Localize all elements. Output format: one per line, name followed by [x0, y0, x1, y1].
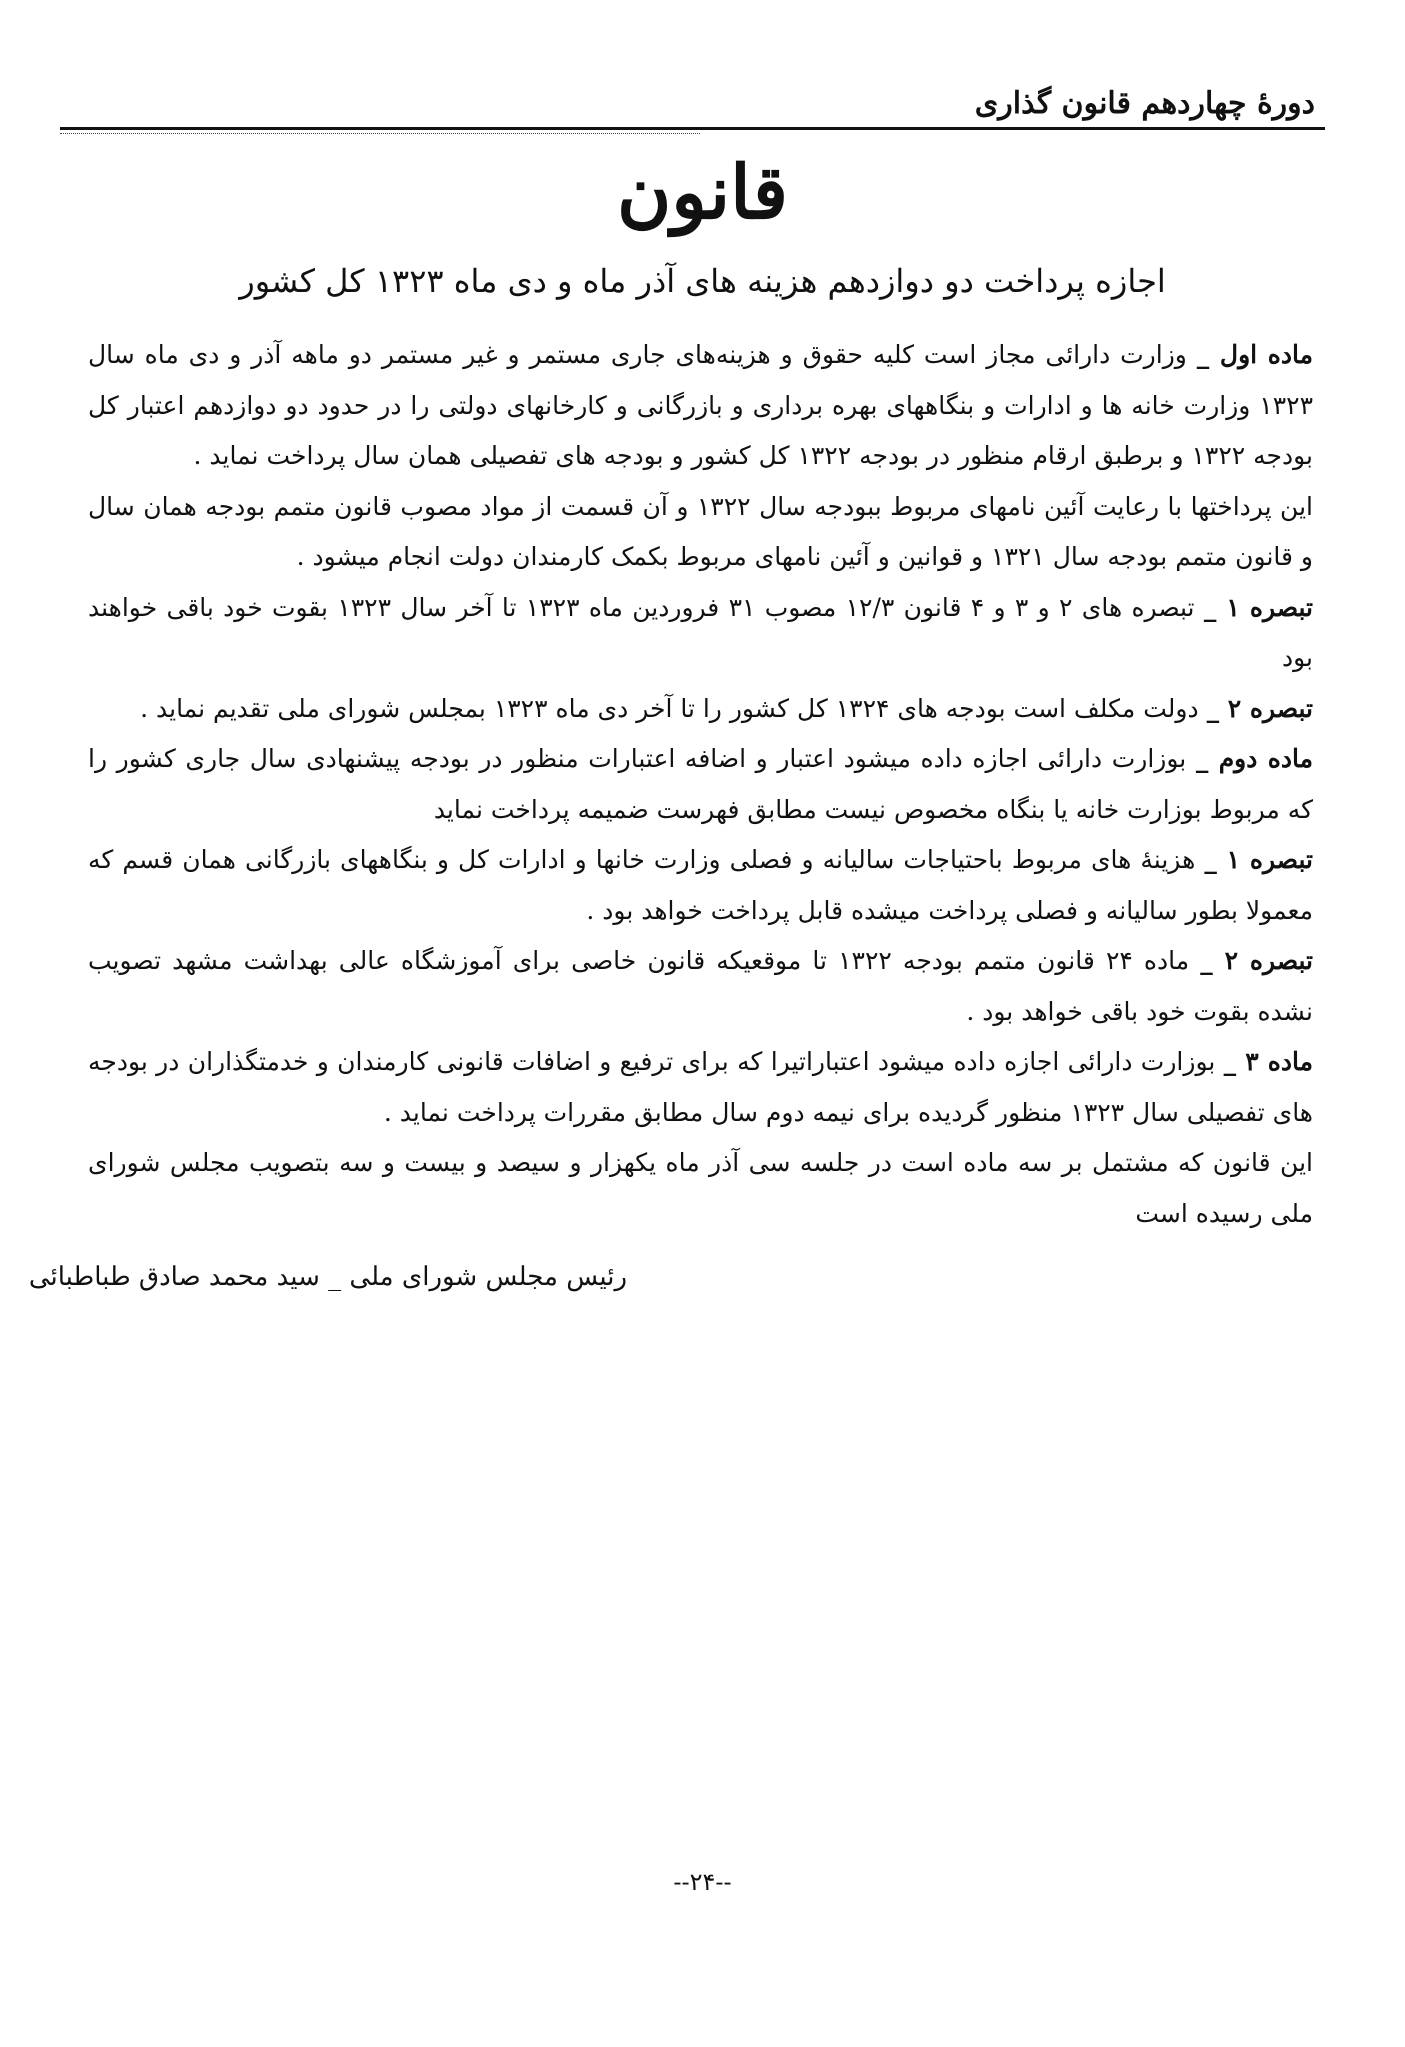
- article-1-text: وزارت دارائی مجاز است کلیه حقوق و هزینه‌های جاری مستمر و غیر مستمر دو ماهه آذر و دی ماه سال ۱۳۲۳ وزارت خانه ها و ادارات و بنگاههای بهره برداری و بازرگانی و کارخانهای دولتی را در حدود دو دوازدهم اعتبار کل بودجه ۱۳۲۲ و برطبق ارقام منظور در بودجه ۱۳۲۲ کل کشور و بودجه های تفصیلی همان سال پرداخت نماید .: [88, 340, 1314, 470]
- article-3-label: ماده ۳ _: [1223, 1047, 1313, 1076]
- article-2-note-2-label: تبصره ۲ _: [1200, 946, 1313, 975]
- document-title: قانون: [616, 150, 789, 236]
- article-1-note-1: [88, 583, 1313, 684]
- article-3-text: بوزارت دارائی اجازه داده میشود اعتباراتیرا که برای ترفیع و اضافات قانونی کارمندان و خدمتگذاران در بودجه های تفصیلی سال ۱۳۲۳ منظور گردیده برای نیمه دوم سال مطابق مقررات پرداخت نماید .: [88, 1047, 1313, 1127]
- law-body: [88, 330, 1313, 1239]
- header-title: دورهٔ چهاردهم قانون گذاری: [974, 86, 1315, 121]
- paragraph-1: این پرداختها با رعایت آئین نامهای مربوط ببودجه سال ۱۳۲۲ و آن قسمت از مواد مصوب قانون متمم بودجه همان سال و قانون متمم بودجه سال ۱۳۲۱ و قوانین و آئین نامهای مربوط بکمک کارمندان دولت انجام میشود .: [88, 491, 1313, 571]
- article-1-note-2: [88, 684, 1313, 735]
- header-rule: [60, 127, 1325, 130]
- article-2-label: ماده دوم _: [1195, 744, 1313, 773]
- article-2-note-1-text: هزینهٔ های مربوط باحتیاجات سالیانه و فصلی وزارت خانها و ادارات کل و بنگاههای بازرگانی همان قسم که معمولا بطور سالیانه و فصلی پرداخت میشده قابل پرداخت خواهد بود .: [88, 845, 1313, 925]
- article-1-note-1-label: تبصره ۱ _: [1203, 592, 1314, 622]
- article-1-note-2-text: دولت مکلف است بودجه های ۱۳۲۴ کل کشور را تا آخر دی ماه ۱۳۲۳ بمجلس شورای ملی تقدیم نماید .: [140, 693, 1199, 723]
- article-2-note-1: [88, 835, 1313, 936]
- article-2-text: بوزارت دارائی اجازه داده میشود اعتبار و اضافه اعتبارات منظور در بودجه پیشنهادی سال جاری کشور را که مربوط بوزارت خانه یا بنگاه مخصوص نیست مطابق فهرست ضمیمه پرداخت نماید: [88, 744, 1313, 824]
- article-2-note-2: [88, 936, 1313, 1037]
- document-subtitle: اجازه پرداخت دو دوازدهم هزینه های آذر ماه و دی ماه ۱۳۲۳ کل کشور: [239, 262, 1166, 300]
- article-1-label: ماده اول _: [1196, 340, 1313, 369]
- article-2-note-2-text: ماده ۲۴ قانون متمم بودجه ۱۳۲۲ تا موقعیکه قانون خاصی برای آموزشگاه عالی بهداشت مشهد تصویب نشده بقوت خود باقی خواهد بود .: [88, 946, 1313, 1026]
- article-3: [88, 1037, 1313, 1138]
- article-1-note-1-text: تبصره های ۲ و ۳ و ۴ قانون ۱۲/۳ مصوب ۳۱ فروردین ماه ۱۳۲۳ تا آخر سال ۱۳۲۳ بقوت خود باقی خواهند بود: [88, 592, 1313, 672]
- header-rule-dotted: [60, 133, 700, 134]
- signature-line: رئیس مجلس شورای ملی _ سید محمد صادق طباطبائی: [28, 1262, 627, 1292]
- closing-paragraph: این قانون که مشتمل بر سه ماده است در جلسه سی آذر ماه یکهزار و سیصد و بیست و سه بتصویب مجلس شورای ملی رسیده است: [88, 1148, 1313, 1228]
- page-number: --۲۴--: [673, 1868, 732, 1896]
- article-2: [88, 734, 1313, 835]
- article-2-note-1-label: تبصره ۱ _: [1204, 845, 1313, 874]
- article-1: [88, 330, 1313, 482]
- article-1-note-2-label: تبصره ۲ _: [1206, 693, 1313, 723]
